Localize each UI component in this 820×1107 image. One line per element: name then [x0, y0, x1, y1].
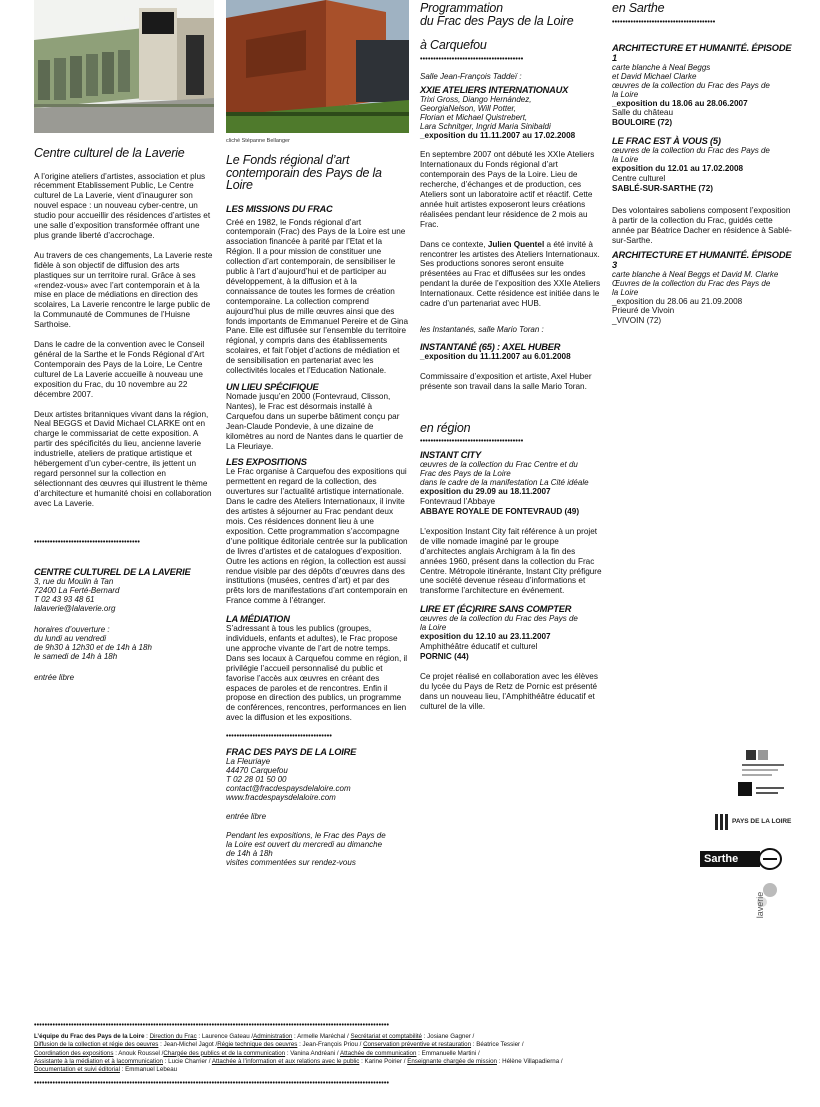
frac-contact-heading: FRAC DES PAYS DE LA LOIRE	[226, 747, 357, 758]
exhibition-venue: _VIVOIN (72)	[612, 316, 662, 326]
artist-line: Trixi Gross, Diango Hernández,	[420, 94, 532, 104]
credit-role: Enseignante chargée de mission	[407, 1057, 497, 1065]
credit-role: Attachée à l’information et aux relations avec le public	[211, 1057, 360, 1065]
quentel-text: a été invité à rencontrer les artistes des Ateliers Internationaux. Ses productions sonores seront ensuite présentées au Frac et diffusées sur les ondes pendant la durée de l’exposition des XXIe Ateliers Internationaux. Cette résidence est initiée dans le cadre d’un partenariat avec HUB.	[420, 239, 601, 309]
credit-role: Assistante à la médiation et à lacommunication	[34, 1057, 163, 1065]
laverie-hours-line: de 9h30 à 12h30 et de 14h à 18h	[34, 642, 152, 652]
exhibition-place: Salle du château	[612, 108, 673, 118]
sable-paragraph: Des volontaires saboliens composent l’exposition à partir de la collection du Frac, guidés cette année par Béatrice Dacher en résidence à Sablé-sur-Sarthe.	[612, 205, 792, 245]
frac-entry-note: entrée libre	[226, 812, 267, 822]
section-heading: UN LIEU SPÉCIFIQUE	[226, 382, 319, 392]
section-text: Créé en 1982, le Fonds régional d’art contemporain (Frac) des Pays de la Loire est une association financée à parité par l’Etat et la Région. Il a pour mission de constituer une collection d’art contemporain, de sensibiliser le public à l’art d’aujourd’hui et de participer au développement, à la diffusion et à la connaissance de toutes les formes de création contemporaine. La collection comprend aujourd’hui plus de mille œuvres ainsi que des fonds importants de Emmanuel Pereire et de Gina Pane. Elle est diffusée sur l’ensemble du territoire régional, y compris dans des établissements scolaires, et fait l’objet d’actions de médiation et de sensibilisation en partenariat avec les collectivités locales et l’Education Nationale.	[226, 217, 409, 376]
culture-logo	[738, 782, 788, 800]
exhibition-dates: exposition du 12.01 au 17.02.2008	[612, 164, 744, 174]
laverie-hours-line: horaires d’ouverture :	[34, 624, 110, 634]
exhibition-dates: _exposition du 11.11.2007 au 17.02.2008	[420, 130, 576, 140]
exhibition-venue: BOULOIRE (72)	[612, 118, 673, 128]
artist-line: Florian et Michael Quistrebert,	[420, 112, 528, 122]
exhibition-dates: exposition du 12.10 au 23.11.2007	[420, 632, 551, 642]
frac-phone-line: T 02 28 01 50 00	[226, 775, 287, 785]
credit-name: : Jean-François Priou /	[297, 1041, 364, 1049]
exhibition-venue: ABBAYE ROYALE DE FONTEVRAUD (49)	[420, 507, 580, 517]
artist-line: GeorgiaNelson, Will Potter,	[420, 103, 516, 113]
exhibition-heading: ARCHITECTURE ET HUMANITÉ. ÉPISODE 1	[612, 42, 792, 63]
column-sarthe	[612, 0, 795, 326]
credit-role: Coordination des expositions	[34, 1049, 114, 1057]
dotted-separator: ••••••••••••••••••••••••••••••••••••••••	[226, 733, 333, 741]
quentel-text: Dans ce contexte,	[420, 239, 488, 249]
laverie-address-line: 3, rue du Moulin à Tan	[34, 576, 114, 586]
credit-line	[34, 1058, 794, 1066]
region-logo	[712, 812, 794, 832]
quentel-name: Julien Quentel	[487, 239, 545, 249]
exhibition-place: Prieuré de Vivoin	[612, 306, 675, 316]
exhibition-heading: INSTANTANÉ (65) : AXEL HUBER	[420, 342, 561, 352]
laverie-title: Centre culturel de la Laverie	[34, 146, 185, 160]
credit-name: : Karine Poirier /	[359, 1057, 408, 1065]
dotted-separator: ••••••••••••••••••••••••••••••••••••••••	[34, 538, 141, 546]
credit-name: : Emmanuelle Martini /	[416, 1049, 480, 1057]
exhibition-heading: LE FRAC EST À VOUS (5)	[612, 136, 721, 147]
laverie-phone-line: T 02 43 93 48 61	[34, 594, 95, 604]
exhibition-heading: ARCHITECTURE ET HUMANITÉ. ÉPISODE 3	[612, 249, 792, 270]
frac-building-photo	[226, 0, 409, 133]
quentel-paragraph	[420, 240, 603, 309]
section-heading: LES EXPOSITIONS	[226, 457, 307, 468]
salle-label: Salle Jean-François Taddeï :	[420, 71, 522, 81]
ateliers-paragraph: En septembre 2007 ont débuté les XXIe Ateliers Internationaux du Fonds régional d’art contemporain des Pays de la Loire. Lieu de recherche, d’échanges et de production, ces Ateliers sont un laboratoire actif et réactif. Cette année huit artistes exposeront leurs créations réalisées pendant leur résidence de 2 mois au Frac.	[420, 150, 595, 229]
exhibition-note: œuvres de la collection du Frac des Pays de	[612, 80, 770, 90]
credit-name: : Jean-Michel Jagot /	[158, 1041, 218, 1049]
exhibition-note: la Loire	[612, 89, 639, 99]
dotted-separator: ••••••••••••••••••••••••••••••••••••••••••••••••••••••••••••••••••••••••••••••••••••••••••••••••••••••••••••••••••••••••••••••••••••••	[34, 1022, 390, 1029]
credit-name: : Emmanuel Lebeau	[119, 1066, 178, 1074]
exhibition-note: œuvres de la collection du Frac des Pays de	[612, 146, 770, 156]
photo-caption: cliché Stépanne Bellanger	[226, 138, 290, 144]
exhibition-note: dans le cadre de la manifestation La Cité idéale	[420, 478, 589, 488]
frac-hours-line: Pendant les expositions, le Frac des Pays de	[226, 831, 386, 841]
credit-line	[34, 1033, 794, 1041]
programme-subtitle: du Frac des Pays de la Loire	[420, 13, 574, 28]
region-logo-text: PAYS DE LA LOIRE	[732, 818, 792, 825]
frac-hours-line: visites commentées sur rendez-vous	[226, 858, 356, 868]
exhibition-note: Œuvres de la collection du Frac des Pays de	[612, 278, 771, 288]
laverie-paragraph-2: Au travers de ces changements, La Laverie reste fidèle à son objectif de diffusion des arts plastiques sur un territoire rural. Grâce à ses «rendez-vous» avec l’art contemporain et à la mise en place de médiations en direction des scolaires, La Laverie rencontre le large public de la Communauté de Communes de l’Huisne Sarthoise.	[34, 250, 213, 330]
laverie-city-line: 72400 La Ferté-Bernard	[34, 585, 120, 595]
credit-role: Secrétariat et comptabilité	[350, 1033, 422, 1040]
credit-name: : Laurence Gateau /	[196, 1033, 254, 1040]
exhibition-note: la Loire	[420, 623, 447, 633]
laverie-hours-line: le samedi de 14h à 18h	[34, 651, 118, 661]
frac-hours-line: de 14h à 18h	[226, 849, 273, 859]
footer	[34, 1022, 794, 1088]
laverie-entry-note: entrée libre	[34, 672, 75, 682]
exhibition-heading: XXIE ATELIERS INTERNATIONAUX	[420, 84, 569, 95]
credit-name: : Armelle Maréchal /	[292, 1033, 351, 1040]
exhibition-heading: LIRE ET (ÉC)RIRE SANS COMPTER	[420, 604, 572, 615]
frac-email-link[interactable]: contact@fracdespaysdelaloire.com	[226, 784, 351, 794]
exhibition-note: et David Michael Clarke	[612, 71, 697, 81]
laverie-email-link[interactable]: lalaverie@lalaverie.org	[34, 603, 116, 613]
frac-hours-line: la Loire est ouvert du mercredi au dimanche	[226, 840, 383, 850]
team-credits	[34, 1033, 794, 1074]
exhibition-dates: exposition du 29.09 au 18.11.2007	[420, 487, 551, 497]
section-heading: LES MISSIONS DU FRAC	[226, 203, 333, 214]
credit-line	[34, 1050, 794, 1058]
pornic-paragraph: Ce projet réalisé en collaboration avec les élèves du lycée du Pays de Retz de Pornic est présenté dans un nouveau lieu, l’Amphithéâtre éducatif et culturel de la ville.	[420, 672, 598, 711]
laverie-paragraph-1: A l’origine ateliers d’artistes, association et plus récemment Etablissement Public, Le Centre culturel de La Laverie, vient d’inaugurer son nouvel espace : un nouveau cyber-centre, un studio pour accueillir des résidences d’artistes et une salle d’exposition transformée offrant une plus grande liberté d’accrochage.	[34, 171, 211, 240]
dotted-separator: •••••••••••••••••••••••••••••••••••••••	[420, 55, 524, 63]
huber-paragraph: Commissaire d’exposition et artiste, Axel Huber présente son travail dans la salle Mario Toran.	[420, 371, 592, 391]
exhibition-place: Centre culturel	[612, 174, 666, 184]
dotted-separator: •••••••••••••••••••••••••••••••••••••••	[612, 18, 716, 26]
section-heading: LA MÉDIATION	[226, 614, 290, 625]
exhibition-note: œuvres de la collection du Frac Centre et du	[420, 460, 578, 470]
credit-name: :	[144, 1033, 150, 1040]
instant-city-paragraph: L’exposition Instant City fait référence à un projet de ville nomade imaginé par le groupe d’architectes anglais Archigram à la fin des années 1960, présent dans la collection du Frac Centre. Métropole itinérante, Instant City préfigure une société devenue réseau d’informations et transforme l’architecture en événement.	[420, 526, 602, 596]
laverie-logo-text: laverie	[755, 891, 765, 919]
column-programmation	[420, 0, 603, 712]
laverie-sign: la laverie	[115, 16, 139, 30]
credit-name: : Lucie Charrier /	[162, 1057, 212, 1065]
section-text: S’adressant à tous les publics (groupes, individuels, enfants et adultes), le Frac propose une approche vivante de l’art de notre temps. Dans ses locaux à Carquefou comme en région, il privilégie l’accueil personnalisé du public et favorise l’accès aux œuvres en créant des espaces de paroles et de rencontres. Enfin il propose en direction des publics, un programme de conférences, rencontres, performances en lien avec la diffusion et les expositions.	[226, 624, 408, 723]
section-text: Nomade jusqu’en 2000 (Fontevraud, Clisson, Nantes), le Frac est désormais installé à Carquefou dans un superbe bâtiment conçu par Jean-Claude Pondevie, à une dizaine de kilomètres au nord de Nantes dans le quartier de La Fleuriaye.	[226, 392, 404, 451]
exhibition-venue: SABLÉ-SUR-SARTHE (72)	[612, 184, 713, 194]
column-laverie	[34, 0, 214, 682]
salle-label: les Instantanés, salle Mario Toran :	[420, 325, 544, 334]
exhibition-note: la Loire	[612, 287, 639, 297]
programme-location: à Carquefou	[420, 38, 487, 52]
frac-title: Le Fonds régional d’art contemporain des Pays de la Loire	[226, 153, 382, 192]
exhibition-venue: PORNIC (44)	[420, 652, 469, 662]
exhibition-heading: INSTANT CITY	[420, 450, 481, 461]
exhibition-note: Frac des Pays de la Loire	[420, 469, 511, 479]
exhibition-dates: _exposition du 18.06 au 28.06.2007	[612, 98, 748, 108]
laverie-paragraph-4: Deux artistes britanniques vivant dans la région, Neal BEGGS et David Michael CLARKE ont en charge le commissariat de cette exposition. A partir des spécificités du lieu, ancienne laverie industrielle, ateliers de pratique artistique et hébergement d’un cyber-centre, ils jettent un regard personnel sur la collection en sélectionnant des œuvres qui illustrent le thème d’architecture et humanité choisi en collaboration avec La Laverie.	[34, 409, 212, 508]
section-text: Le Frac organise à Carquefou des expositions qui permettent en regard de la collection, des ouvertures sur l’actualité artistique internationale. Dans le cadre des Ateliers Internationaux, il invite des artistes à séjourner au Frac pendant deux mois. Ces résidences donnent lieu à une exposition. Cette programmation s’accompagne d’une politique éditoriale centrée sur la publication de livres d’artistes et de catalogues d’exposition. Outre les actions en région, la collection est aussi rendue visible par des dépôts d’œuvres dans des institutions (musées, centres d’art) et par des prêts lors de manifestations d’art contemporain en France comme à l’étranger.	[226, 467, 408, 606]
credit-heading: L’équipe du Frac des Pays de la Loire	[34, 1033, 145, 1040]
credit-name: : Béatrice Tessier /	[471, 1041, 524, 1049]
exhibition-note: carte blanche à Neal Beggs	[612, 62, 711, 72]
exhibition-note: la Loire	[612, 155, 639, 165]
exhibition-place: Fontevraud l’Abbaye	[420, 497, 496, 507]
programme-title: Programmation	[420, 1, 503, 15]
laverie-building-photo	[34, 0, 214, 133]
exhibition-note: carte blanche à Neal Beggs et David M. Clarke	[612, 269, 779, 279]
dotted-separator: ••••••••••••••••••••••••••••••••••••••••••••••••••••••••••••••••••••••••••••••••••••••••••••••••••••••••••••••••••••••••••••••••••••••	[34, 1080, 390, 1088]
credit-line	[34, 1066, 794, 1074]
ministry-logo	[738, 748, 788, 778]
laverie-paragraph-3: Dans le cadre de la convention avec le Conseil général de la Sarthe et le Fonds Régional d’Art Contemporain des Pays de la Loire, Le Centre culturel de La Laverie accueille à nouveau une exposition du Frac, du 10 novembre au 22 décembre 2007.	[34, 340, 205, 399]
credit-role: Direction du Frac	[149, 1033, 197, 1040]
credit-name: : Hélène Villapadierna /	[496, 1057, 563, 1065]
credit-name: : Josiane Gagner /	[422, 1033, 475, 1040]
credit-line	[34, 1041, 794, 1049]
credit-role: Diffusion de la collection et régie des oeuvres	[34, 1041, 159, 1049]
credit-role: Régie technique des oeuvres	[217, 1041, 298, 1049]
laverie-hours-line: du lundi au vendredi	[34, 633, 107, 643]
credit-name: : Anouk Roussel /	[113, 1049, 164, 1057]
sarthe-logo-text: Sarthe	[700, 851, 760, 867]
exhibition-dates: _exposition du 28.06 au 21.09.2008	[612, 296, 743, 306]
credit-role: Attachée de communication	[340, 1049, 417, 1057]
sarthe-logo	[700, 848, 782, 870]
credit-role: Chargée des publics et de la communication	[163, 1049, 286, 1057]
laverie-logo	[748, 880, 784, 926]
credit-role: Documentation et suivi éditorial	[34, 1066, 120, 1074]
column-frac	[226, 0, 409, 867]
laverie-contact-heading: CENTRE CULTUREL DE LA LAVERIE	[34, 566, 191, 577]
artist-line: Lara Schnitger, Ingrid Maria Sinibaldi	[420, 121, 551, 131]
frac-city-line: 44470 Carquefou	[226, 766, 288, 776]
exhibition-dates: _exposition du 11.11.2007 au 6.01.2008	[420, 352, 571, 361]
frac-website-link[interactable]: www.fracdespaysdelaloire.com	[226, 793, 336, 803]
sarthe-title: en Sarthe	[612, 1, 665, 15]
exhibition-place: Amphithéâtre éducatif et culturel	[420, 642, 538, 652]
frac-address-line: La Fleuriaye	[226, 757, 271, 767]
dotted-separator: •••••••••••••••••••••••••••••••••••••••	[420, 438, 524, 446]
region-title: en région	[420, 420, 471, 435]
credit-name: : Vanina Andréani /	[285, 1049, 341, 1057]
credit-role: Administration	[253, 1033, 293, 1040]
credit-role: Conservation préventive et restauration	[363, 1041, 472, 1049]
exhibition-note: œuvres de la collection du Frac des Pays de	[420, 614, 578, 624]
